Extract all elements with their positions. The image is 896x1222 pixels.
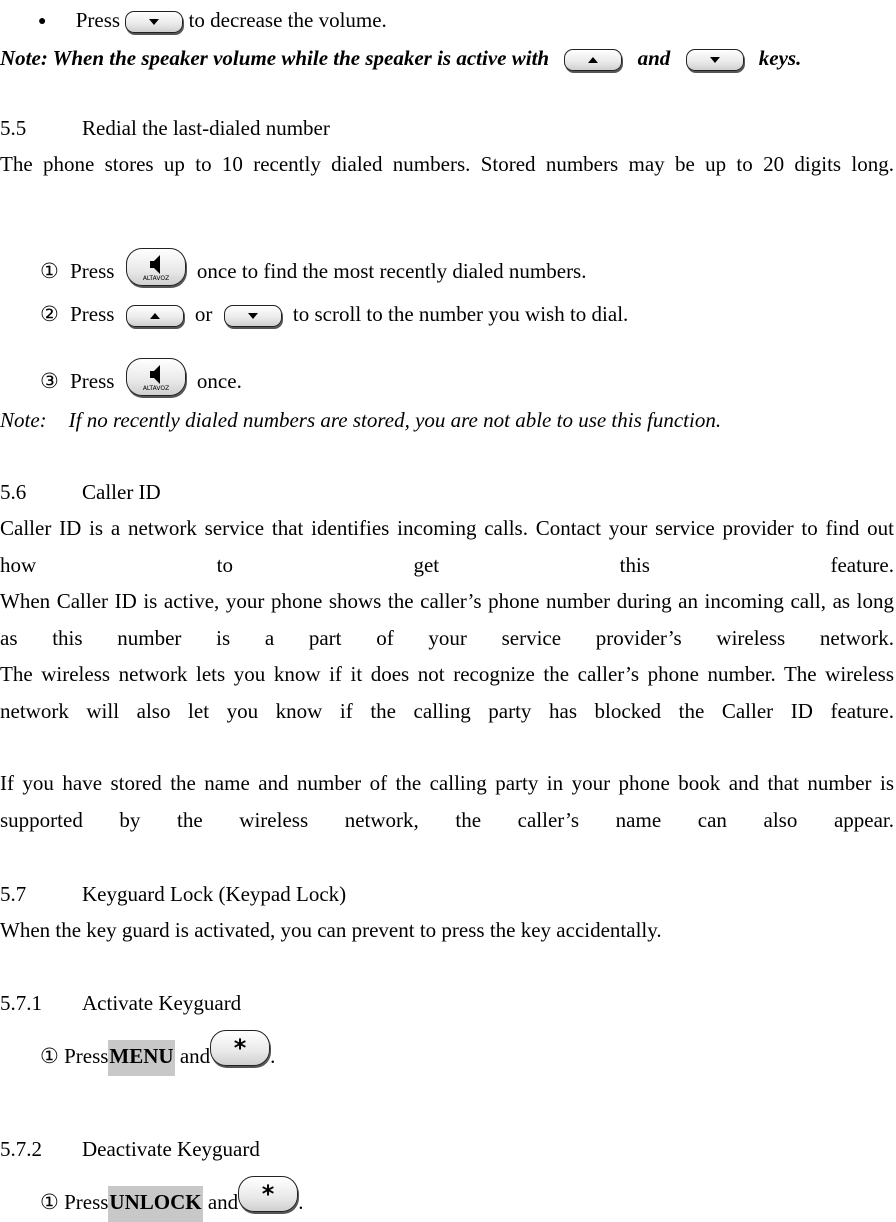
section-5-7-2-heading bbox=[0, 1137, 260, 1161]
section-number: 5.7.2 bbox=[0, 1137, 42, 1161]
note-volume bbox=[0, 46, 801, 71]
step-text: to scroll to the number you wish to dial. bbox=[292, 302, 629, 326]
step-marker: ① bbox=[40, 258, 59, 283]
bullet-text: to decrease the volume. bbox=[188, 8, 387, 32]
bullet-line bbox=[38, 8, 387, 34]
section-5-7-1-heading bbox=[0, 991, 241, 1015]
section-number: 5.7 bbox=[0, 882, 27, 906]
caller-id-paragraph-1: Caller ID is a network service that identifies incoming calls. Contact your service provider to find out how to get this feature. bbox=[0, 516, 894, 577]
step-1 bbox=[40, 254, 586, 292]
svg-text:*: * bbox=[261, 1180, 275, 1208]
or-text: or bbox=[194, 302, 213, 326]
star-key-icon bbox=[210, 1030, 270, 1066]
deactivate-keyguard-step bbox=[40, 1180, 304, 1222]
step-marker: ② bbox=[40, 302, 59, 326]
section-5-7-body: When the key guard is activated, you can prevent to press the key accidentally. bbox=[0, 918, 662, 942]
section-5-7-heading bbox=[0, 882, 346, 906]
section-number: 5.5 bbox=[0, 116, 27, 140]
note-label: Note: bbox=[0, 408, 47, 432]
note-volume-after: keys. bbox=[758, 46, 802, 70]
section-number: 5.7.1 bbox=[0, 991, 42, 1015]
note-volume-and: and bbox=[637, 46, 671, 70]
section-5-5-heading bbox=[0, 116, 330, 140]
svg-text:*: * bbox=[233, 1034, 247, 1062]
note-text: If no recently dialed numbers are stored, you are not able to use this function. bbox=[68, 408, 722, 432]
up-arrow-key-icon bbox=[564, 49, 622, 71]
down-arrow-key-icon bbox=[125, 11, 183, 33]
and-text: and bbox=[179, 1043, 211, 1068]
period: . bbox=[298, 1189, 304, 1214]
step-text: once to find the most recently dialed numbers. bbox=[196, 258, 587, 283]
caller-id-paragraph-2: When Caller ID is active, your phone shows the caller’s phone number during an incoming call, as long as this number is a part of your service provider’s wireless network. bbox=[0, 589, 894, 650]
note-volume-before: Note: When the speaker volume while the speaker is active with bbox=[0, 46, 550, 70]
press-text: Press bbox=[70, 368, 115, 393]
and-text: and bbox=[207, 1189, 239, 1214]
up-arrow-key-icon bbox=[126, 305, 184, 327]
section-title: Caller ID bbox=[82, 480, 161, 504]
press-text: Press bbox=[75, 8, 121, 32]
section-5-6-heading bbox=[0, 480, 161, 504]
section-number: 5.6 bbox=[0, 480, 27, 504]
svg-text:ALTAVOZ: ALTAVOZ bbox=[142, 275, 169, 282]
section-title: Keyguard Lock (Keypad Lock) bbox=[82, 882, 347, 906]
press-text: Press bbox=[70, 302, 115, 326]
step-text: once. bbox=[196, 368, 242, 393]
unlock-softkey-label: UNLOCK bbox=[108, 1186, 202, 1222]
section-title: Deactivate Keyguard bbox=[82, 1137, 260, 1161]
section-5-5-note bbox=[0, 408, 721, 432]
section-title: Activate Keyguard bbox=[82, 991, 242, 1015]
caller-id-paragraph-3: The wireless network lets you know if it does not recognize the caller’s phone number. The wireless network will also let you know if the calling party has blocked the Caller ID feature. bbox=[0, 662, 894, 723]
bullet-symbol: ● bbox=[38, 14, 47, 30]
period: . bbox=[270, 1043, 276, 1068]
section-title: Redial the last-dialed number bbox=[82, 116, 330, 140]
svg-text:ALTAVOZ: ALTAVOZ bbox=[142, 385, 169, 392]
menu-softkey-label: MENU bbox=[108, 1040, 174, 1076]
speaker-key-icon bbox=[126, 248, 186, 286]
activate-keyguard-step bbox=[40, 1034, 276, 1076]
step-3 bbox=[40, 364, 242, 402]
caller-id-paragraph-4: If you have stored the name and number of the calling party in your phone book and that number is supported by the wireless network, the caller’s name can also appear. bbox=[0, 771, 894, 832]
section-5-5-body: The phone stores up to 10 recently dialed numbers. Stored numbers may be up to 20 digits long. bbox=[0, 152, 894, 176]
star-key-icon bbox=[238, 1176, 298, 1212]
speaker-key-icon bbox=[126, 358, 186, 396]
press-text: Press bbox=[70, 258, 115, 283]
press-text: Press bbox=[64, 1043, 109, 1068]
step-2 bbox=[40, 302, 628, 327]
step-marker: ① bbox=[40, 1189, 59, 1214]
down-arrow-key-icon bbox=[686, 49, 744, 71]
step-marker: ③ bbox=[40, 368, 59, 393]
down-arrow-key-icon bbox=[224, 305, 282, 327]
step-marker: ① bbox=[40, 1043, 59, 1068]
press-text: Press bbox=[64, 1189, 109, 1214]
